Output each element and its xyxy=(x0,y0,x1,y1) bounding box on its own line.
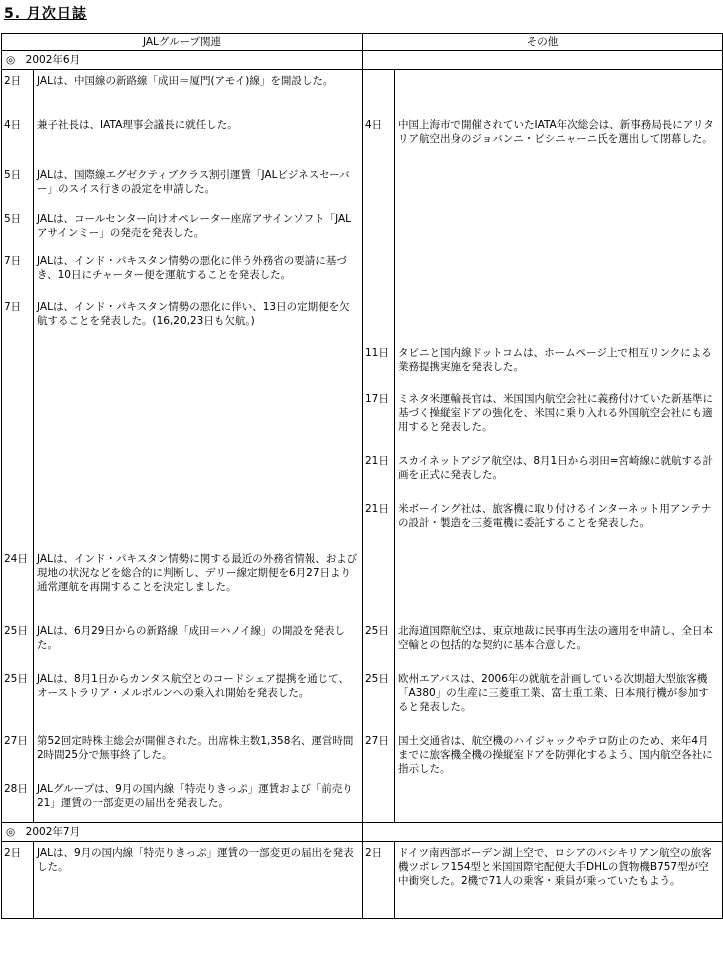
entry-date: 17日 xyxy=(365,393,389,405)
month-label-june: ◎ 2002年6月 xyxy=(2,51,363,70)
month-body-june xyxy=(2,70,723,823)
page-title: 5. 月次日誌 xyxy=(4,6,87,22)
entry-date: 25日 xyxy=(365,673,389,685)
entry-text: ドイツ南西部ボーデン湖上空で、ロシアのバシキリアン航空の旅客機ツポレフ154型と米国国際宅配便大手DHLの貨物機B757型が空中衝突した。2機で71人の乗客・乗員が乗っていたもよう。 xyxy=(398,847,712,887)
entry-text: JALグループは、9月の国内線「特売りきっぷ」運賃および「前売り21」運賃の一部変更の届出を発表した。 xyxy=(37,783,353,809)
entry-date: 2日 xyxy=(4,75,22,87)
entry-date: 24日 xyxy=(4,553,28,565)
entry-text: 第52回定時株主総会が開催された。出席株主数1,358名、運営時間2時間25分で無事終了した。 xyxy=(37,735,354,761)
entry-date: 21日 xyxy=(365,503,389,515)
entry-date: 2日 xyxy=(4,847,22,859)
entry-text: JALは、8月1日からカンタス航空とのコードシェア提携を通じて、オーストラリア・メルボルンへの乗入れ開始を発表した。 xyxy=(37,673,349,699)
monthly-log-table xyxy=(1,33,723,919)
entry-text: ミネタ米運輸長官は、米国国内航空会社に義務付けていた新基準に基づく操縦室ドアの強化を、米国に乗り入れる外国航空会社にも適用すると発表した。 xyxy=(398,393,713,433)
header-jal-group: JALグループ関連 xyxy=(2,34,363,51)
entry-date: 5日 xyxy=(4,213,22,225)
entry-date: 28日 xyxy=(4,783,28,795)
entry-date: 27日 xyxy=(4,735,28,747)
entry-text: 国土交通省は、航空機のハイジャックやテロ防止のため、来年4月までに旅客機全機の操縦室ドアを防弾化するよう、国内航空各社に指示した。 xyxy=(398,735,713,775)
month-row-june xyxy=(2,51,723,70)
entry-date: 21日 xyxy=(365,455,389,467)
month-body-july xyxy=(2,842,723,919)
entry-text: スカイネットアジア航空は、8月1日から羽田=宮崎線に就航する計画を正式に発表した。 xyxy=(398,455,714,481)
entry-date: 11日 xyxy=(365,347,389,359)
month-label-july-right xyxy=(363,823,723,842)
entry-text: JALは、インド・パキスタン情勢に関する最近の外務省情報、および現地の状況などを総合的に判断し、デリー線定期便を6月27日より通常運航を再開することを決定しました。 xyxy=(37,553,358,593)
entry-date: 5日 xyxy=(4,169,22,181)
header-other: その他 xyxy=(363,34,723,51)
entry-date: 7日 xyxy=(4,255,22,267)
jal-column-june xyxy=(2,70,363,823)
table-header-row xyxy=(2,34,723,51)
entry-text: 中国上海市で開催されていたIATA年次総会は、新事務局長にアリタリア航空出身のジョバンニ・ビシニャーニ氏を選出して閉幕した。 xyxy=(398,119,714,145)
entry-text: 欧州エアバスは、2006年の就航を計画している次期超大型旅客機「A380」の生産に三菱重工業、富士重工業、日本飛行機が参加すると発表した。 xyxy=(398,673,709,713)
entry-date: 2日 xyxy=(365,847,383,859)
other-column-june xyxy=(363,70,723,823)
entry-text: 北海道国際航空は、東京地裁に民事再生法の適用を申請し、全日本空輸との包括的な契約に基本合意した。 xyxy=(398,625,713,651)
entry-date: 4日 xyxy=(365,119,383,131)
entry-text: JALは、中国線の新路線「成田＝厦門(アモイ)線」を開設した。 xyxy=(37,75,334,87)
entry-text: JALは、6月29日からの新路線「成田＝ハノイ線」の開設を発表した。 xyxy=(37,625,346,651)
entry-date: 25日 xyxy=(365,625,389,637)
entry-date: 27日 xyxy=(365,735,389,747)
entry-text: 米ボーイング社は、旅客機に取り付けるインターネット用アンテナの設計・製造を三菱電機に委託することを発表した。 xyxy=(398,503,712,529)
jal-column-july xyxy=(2,842,363,919)
month-label-june-right xyxy=(363,51,723,70)
entry-text: JALは、コールセンター向けオペレーター座席アサインソフト「JALアサインミー」の発売を発表した。 xyxy=(37,213,352,239)
entry-text: JALは、インド・パキスタン情勢の悪化に伴い、13日の定期便を欠航することを発表した。(16,20,23日も欠航。) xyxy=(37,301,350,327)
entry-text: JALは、国際線エグゼクティブクラス割引運賃「JALビジネスセーバー」のスイス行きの設定を申請した。 xyxy=(37,169,350,195)
entry-date: 7日 xyxy=(4,301,22,313)
month-row-july xyxy=(2,823,723,842)
entry-date: 25日 xyxy=(4,625,28,637)
month-label-july: ◎ 2002年7月 xyxy=(2,823,363,842)
entry-date: 25日 xyxy=(4,673,28,685)
entry-text: タビニと国内線ドットコムは、ホームページ上で相互リンクによる業務提携実施を発表した。 xyxy=(398,347,712,373)
entry-date: 4日 xyxy=(4,119,22,131)
entry-text: 兼子社長は、IATA理事会議長に就任した。 xyxy=(37,119,238,131)
entry-text: JALは、9月の国内線「特売りきっぷ」運賃の一部変更の届出を発表した。 xyxy=(37,847,354,873)
other-column-july xyxy=(363,842,723,919)
entry-text: JALは、インド・パキスタン情勢の悪化に伴う外務省の要請に基づき、10日にチャーター便を運航することを発表した。 xyxy=(37,255,347,281)
